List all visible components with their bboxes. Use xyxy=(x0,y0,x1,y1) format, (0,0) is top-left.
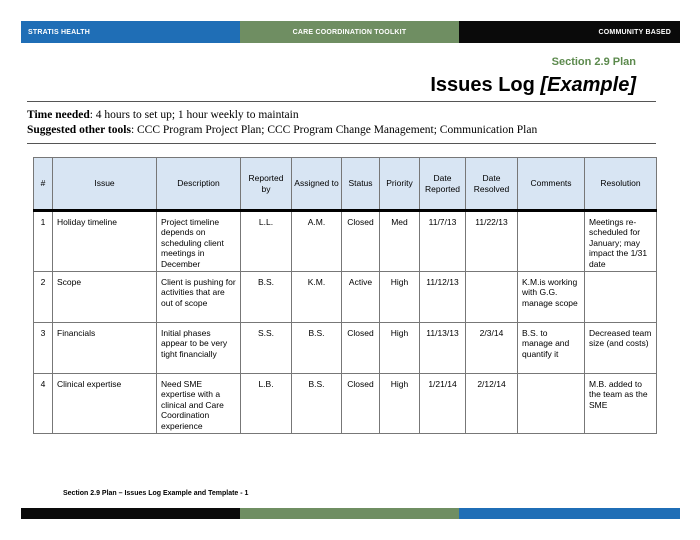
cell-assigned-to: B.S. xyxy=(292,374,342,434)
section-label: Section 2.9 Plan xyxy=(551,56,636,68)
header-org-name: STRATIS HEALTH xyxy=(21,21,240,43)
time-needed-line xyxy=(27,109,299,121)
table-row xyxy=(34,374,657,434)
column-header-date-reported: Date Reported xyxy=(420,158,466,211)
cell-description: Client is pushing for activities that are out of scope xyxy=(157,272,241,323)
cell-assigned-to: A.M. xyxy=(292,211,342,272)
cell-date-resolved: 2/3/14 xyxy=(466,323,518,374)
cell-reported-by: L.L. xyxy=(241,211,292,272)
column-header-issue: Issue xyxy=(53,158,157,211)
cell-reported-by: S.S. xyxy=(241,323,292,374)
top-color-bar xyxy=(21,21,680,43)
cell-number: 2 xyxy=(34,272,53,323)
page-footer: Section 2.9 Plan – Issues Log Example and Template - 1 xyxy=(63,490,249,497)
cell-issue: Financials xyxy=(53,323,157,374)
title-divider xyxy=(27,101,656,102)
header-toolkit-name: CARE COORDINATION TOOLKIT xyxy=(240,21,459,43)
table-header-row xyxy=(34,158,657,211)
cell-date-reported: 11/12/13 xyxy=(420,272,466,323)
cell-assigned-to: K.M. xyxy=(292,272,342,323)
cell-comments: B.S. to manage and quantify it xyxy=(518,323,585,374)
bottom-color-bar xyxy=(21,508,680,519)
cell-date-reported: 11/7/13 xyxy=(420,211,466,272)
cell-number: 1 xyxy=(34,211,53,272)
cell-resolution: M.B. added to the team as the SME xyxy=(585,374,657,434)
cell-status: Closed xyxy=(342,374,380,434)
suggested-tools-value: : CCC Program Project Plan; CCC Program Change Management; Communication Plan xyxy=(130,124,538,136)
cell-priority: Med xyxy=(380,211,420,272)
table-row xyxy=(34,211,657,272)
cell-date-reported: 1/21/14 xyxy=(420,374,466,434)
cell-issue: Holiday timeline xyxy=(53,211,157,272)
cell-priority: High xyxy=(380,272,420,323)
cell-assigned-to: B.S. xyxy=(292,323,342,374)
table-row xyxy=(34,272,657,323)
cell-comments xyxy=(518,211,585,272)
cell-description: Initial phases appear to be very tight financially xyxy=(157,323,241,374)
cell-comments xyxy=(518,374,585,434)
cell-date-resolved: 11/22/13 xyxy=(466,211,518,272)
cell-date-resolved: 2/12/14 xyxy=(466,374,518,434)
cell-resolution: Meetings re-scheduled for January; may impact the 1/31 date xyxy=(585,211,657,272)
cell-resolution xyxy=(585,272,657,323)
column-header-reported-by: Reported by xyxy=(241,158,292,211)
cell-status: Closed xyxy=(342,323,380,374)
cell-issue: Scope xyxy=(53,272,157,323)
column-header-comments: Comments xyxy=(518,158,585,211)
bottom-bar-blue xyxy=(459,508,680,519)
bottom-bar-black xyxy=(21,508,240,519)
cell-description: Need SME expertise with a clinical and Care Coordination experience xyxy=(157,374,241,434)
cell-resolution: Decreased team size (and costs) xyxy=(585,323,657,374)
cell-description: Project timeline depends on scheduling client meetings in December xyxy=(157,211,241,272)
cell-number: 3 xyxy=(34,323,53,374)
column-header-number: # xyxy=(34,158,53,211)
cell-priority: High xyxy=(380,374,420,434)
cell-status: Closed xyxy=(342,211,380,272)
suggested-tools-label: Suggested other tools xyxy=(27,124,131,136)
title-example-tag: [Example] xyxy=(540,74,636,96)
column-header-assigned-to: Assigned to xyxy=(292,158,342,211)
page-title xyxy=(430,74,636,97)
cell-reported-by: B.S. xyxy=(241,272,292,323)
header-setting: COMMUNITY BASED xyxy=(459,21,680,43)
column-header-date-resolved: Date Resolved xyxy=(466,158,518,211)
cell-number: 4 xyxy=(34,374,53,434)
column-header-description: Description xyxy=(157,158,241,211)
table-row xyxy=(34,323,657,374)
time-needed-label: Time needed xyxy=(27,109,90,121)
cell-date-resolved xyxy=(466,272,518,323)
column-header-priority: Priority xyxy=(380,158,420,211)
cell-comments: K.M.is working with G.G. manage scope xyxy=(518,272,585,323)
title-main: Issues Log xyxy=(430,74,541,96)
cell-priority: High xyxy=(380,323,420,374)
cell-issue: Clinical expertise xyxy=(53,374,157,434)
cell-reported-by: L.B. xyxy=(241,374,292,434)
issues-log-table xyxy=(33,157,657,434)
suggested-tools-line xyxy=(27,124,537,136)
bottom-bar-green xyxy=(240,508,459,519)
cell-date-reported: 11/13/13 xyxy=(420,323,466,374)
cell-status: Active xyxy=(342,272,380,323)
info-divider xyxy=(27,143,656,144)
time-needed-value: : 4 hours to set up; 1 hour weekly to maintain xyxy=(89,109,299,121)
column-header-resolution: Resolution xyxy=(585,158,657,211)
column-header-status: Status xyxy=(342,158,380,211)
